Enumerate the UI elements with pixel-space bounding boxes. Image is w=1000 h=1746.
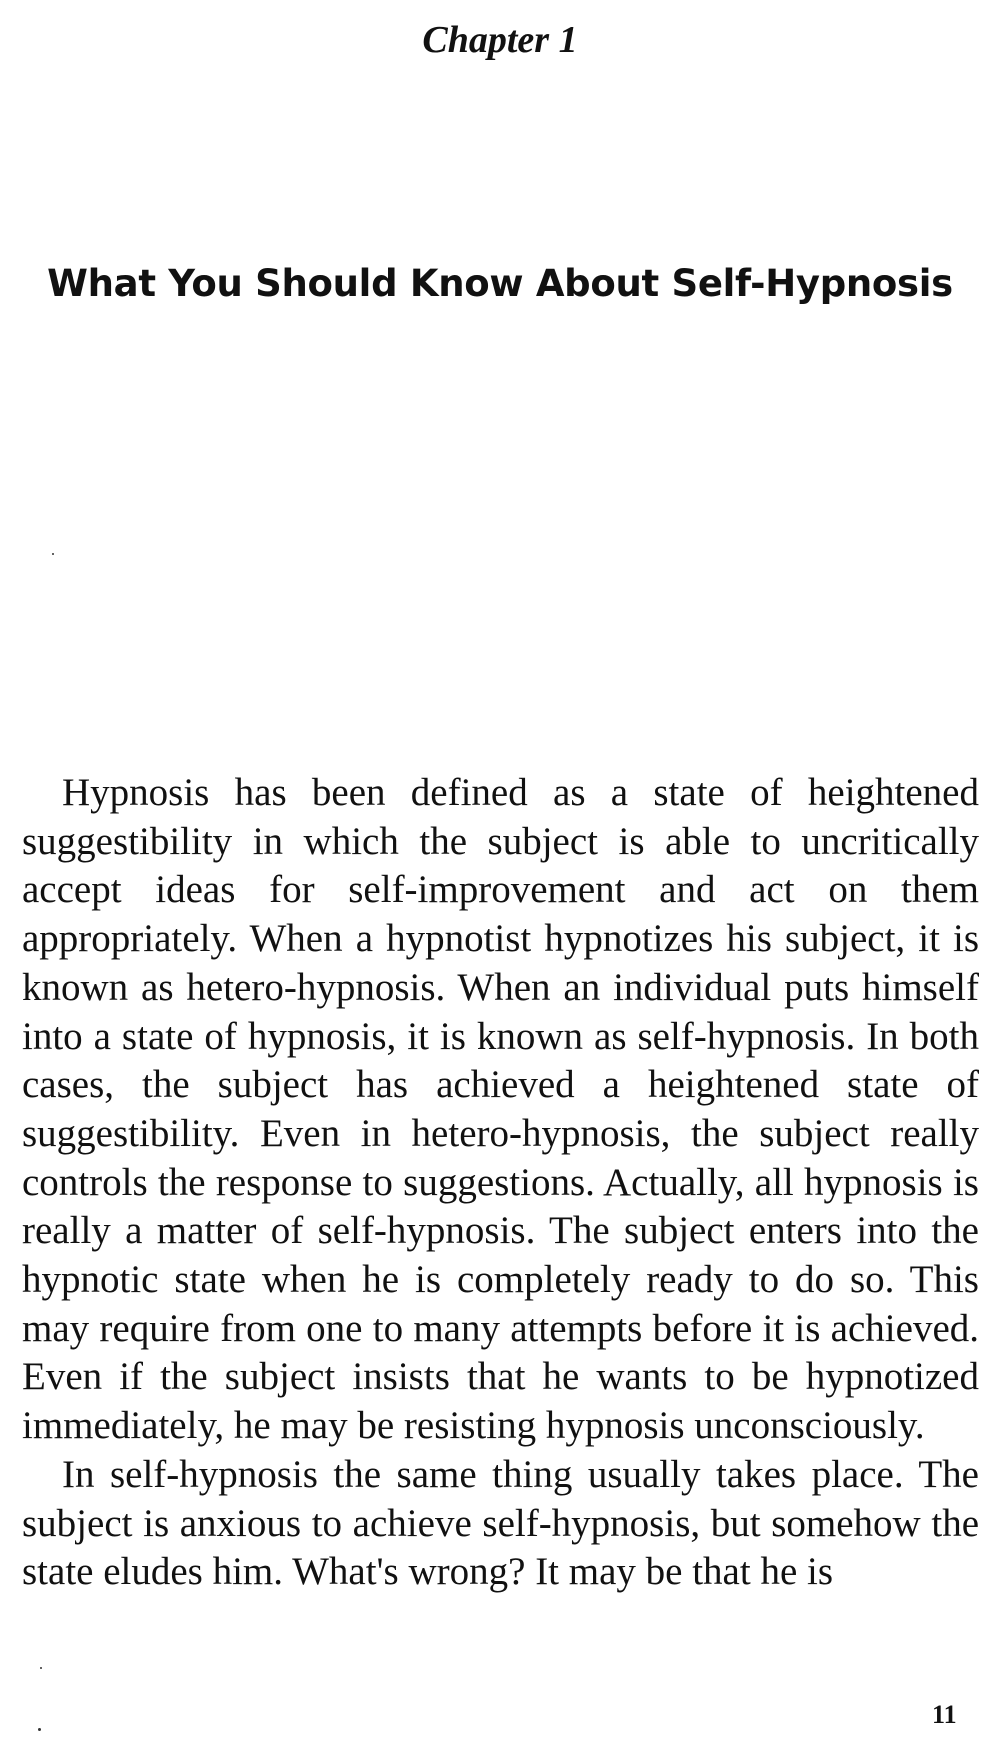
paragraph: In self-hypnosis the same thing usually takes place. The subject is anxious to achieve self-hypnosis, but somehow the state eludes him. What's wrong? It may be that he is [22, 1452, 979, 1594]
body-text [22, 769, 979, 1597]
page-number: 11 [932, 1700, 957, 1729]
chapter-label: Chapter 1 [422, 19, 578, 61]
scan-speck [40, 1667, 42, 1669]
scan-speck [38, 1728, 41, 1731]
paragraph: Hypnosis has been defined as a state of heightened suggestibility in which the subject is able to uncritically accept ideas for self-improvement and act on them appropriately. When a hypnotist hypnotizes his subject, it is known as hetero-hypnosis. When an individual puts himself into a state of hypnosis, it is known as self-hypnosis. In both cases, the subject has achieved a heightened state of suggestibility. Even in hetero-hypnosis, the subject really controls the response to suggestions. Actually, all hypnosis is really a matter of self-hypnosis. The subject enters into the hypnotic state when he is completely ready to do so. This may require from one to many attempts before it is achieved. Even if the subject insists that he wants to be hypnotized immediately, he may be resisting hypnosis unconsciously. [22, 771, 979, 1448]
scan-speck [52, 553, 54, 555]
chapter-title: What You Should Know About Self-Hypnosis [47, 262, 953, 305]
